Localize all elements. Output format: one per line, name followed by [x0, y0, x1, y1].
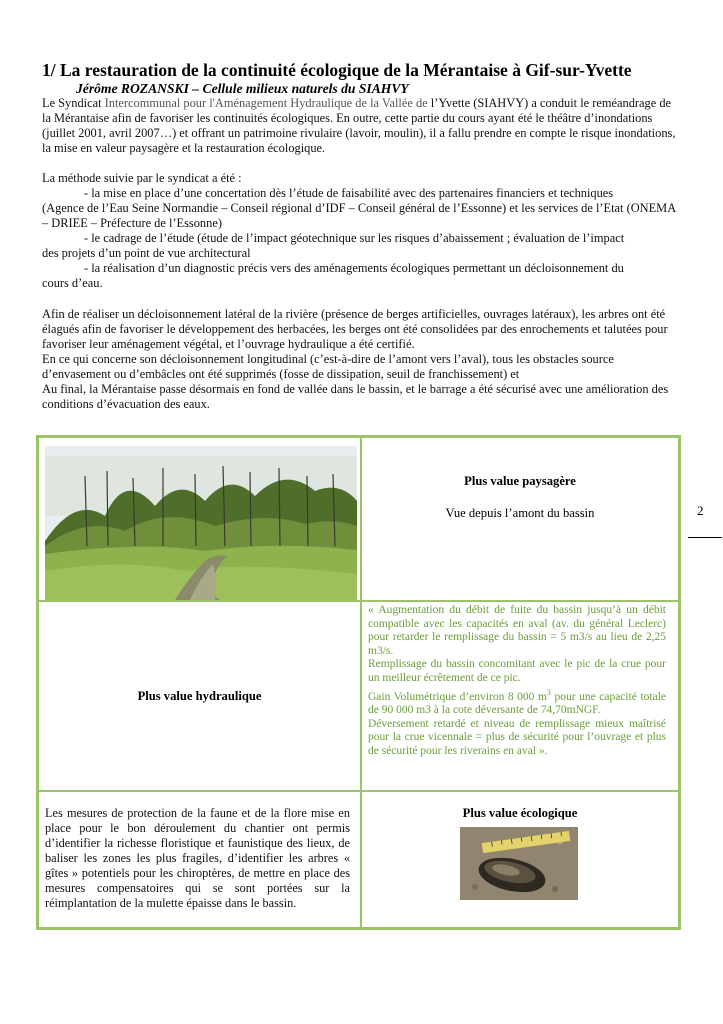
hydraulique-quote — [368, 604, 666, 758]
page-title: 1/ La restauration de la continuité écologique de la Mérantaise à Gif-sur-Yvette — [42, 60, 632, 80]
intro-org-name: Intercommunal pour l'Aménagement Hydraulique de la Vallée de — [104, 96, 431, 110]
quote-paragraph — [368, 686, 666, 718]
quote-paragraph: « Augmentation du débit de fuite du bassin jusqu’à un débit compatible avec les capacités en aval (av. du général Leclerc) pour retarder le remplissage du bassin = 5 m3/s au lieu de 2,25 m3/s. — [368, 604, 666, 657]
method-item: des projets d’un point de vue architectural — [42, 246, 251, 260]
actions-paragraph: En ce qui concerne son décloisonnement longitudinal (c’est-à-dire de l’amont vers l’aval), tous les obstacles source d’envasement ou d’embâcles ont été supprimés (fosse de dissipation, seuil de franchissement) et — [42, 352, 614, 381]
method-item: - la mise en place d’une concertation dès l’étude de faisabilité avec des partenaires financiers et techniques — [84, 186, 614, 200]
quote-paragraph: Remplissage du bassin concomitant avec le pic de la crue pour un meilleur écrêtement de ce pic. — [368, 658, 666, 684]
mussel-photo — [460, 827, 578, 900]
faune-cell — [38, 791, 361, 928]
ecologique-cell — [361, 791, 679, 928]
ecologique-title: Plus value écologique — [462, 806, 578, 820]
page-number-rule — [688, 537, 722, 538]
photo-cell — [38, 437, 361, 601]
author-subtitle: Jérôme ROZANSKI – Cellule milieux naturels du SIAHVY — [76, 81, 409, 96]
method-heading: La méthode suivie par le syndicat a été : — [42, 171, 242, 185]
actions-paragraph: Au final, la Mérantaise passe désormais en fond de vallée dans le bassin, et le barrage a été sécurisé avec une amélioration des conditions d’évacuation des eaux. — [42, 382, 669, 411]
quote-volume-exponent: 3 — [546, 687, 551, 697]
actions-paragraph: Afin de réaliser un décloisonnement latéral de la rivière (présence de berges artificielles, ouvrages latéraux), les arbres ont été élagués afin de favoriser le développement des herbacées, les berges ont été consolidées par des enrochements et talutées pour favoriser leur aménagement végétal, et l’ouvrage hydraulique a été certifié. — [42, 307, 668, 351]
hydraulique-title: Plus value hydraulique — [137, 688, 262, 703]
intro-rest: l’Yvette (SIAHVY) a conduit le reméandrage de la Mérantaise afin de favoriser les continuités écologiques. En outre, cette partie du cours ayant été le théâtre d’inondations (juillet 2001, avril 2007…) et offrant un patrimoine rivulaire (lavoir, moulin), il a fallu prendre en compte le risque inondations, la mise en valeur paysagère et la restauration écologique. — [42, 96, 676, 155]
paysage-title: Plus value paysagère — [464, 474, 576, 488]
paysage-caption: Vue depuis l’amont du bassin — [445, 506, 595, 520]
method-item: - la réalisation d’un diagnostic précis vers des aménagements écologiques permettant un décloisonnement du — [84, 261, 624, 275]
intro-paragraph — [42, 96, 682, 156]
value-table — [36, 435, 681, 930]
page-number: 2 — [697, 503, 704, 518]
method-section — [42, 171, 682, 291]
faune-text: Les mesures de protection de la faune et de la flore mise en place pour le bon déroulement du chantier ont permis d’identifier la richesse floristique et faunistique des lieux, de baliser les zones les plus fragiles, d’identifier les arbres « gîtes » potentiels pour les chiroptères, de mettre en place des mesures compensatoires qui se sont portées sur la réimplantation de la mulette épaisse dans le bassin. — [45, 806, 350, 910]
hydraulique-label-cell — [38, 601, 361, 791]
method-item: cours d’eau. — [42, 276, 103, 290]
quote-paragraph: Déversement retardé et niveau de remplissage mieux maîtrisé pour la crue vicennale = plus de sécurité pour l’ouvrage et plus de sécurité pour les riverains en aval ». — [368, 717, 666, 757]
landscape-photo — [45, 446, 357, 600]
actions-section — [42, 307, 682, 412]
quote-volume-text: Gain Volumétrique d’environ 8 000 m — [368, 690, 547, 703]
hydraulique-quote-cell — [361, 601, 679, 791]
method-item: - le cadrage de l’étude (étude de l’impact géotechnique sur les risques d’abaissement ; évaluation de l’impact — [84, 231, 625, 245]
method-item: (Agence de l’Eau Seine Normandie – Conseil régional d’IDF – Conseil général de l’Essonne) et les services de l’Etat (ONEMA – DRIEE – Préfecture de l’Essonne) — [42, 201, 676, 230]
quote-volume-rest: pour une capacité totale de 90 000 m3 à la cote déversante de 74,70mNGF. — [368, 690, 666, 716]
intro-lead: Le Syndicat — [42, 96, 105, 110]
paysage-cell — [361, 437, 679, 601]
